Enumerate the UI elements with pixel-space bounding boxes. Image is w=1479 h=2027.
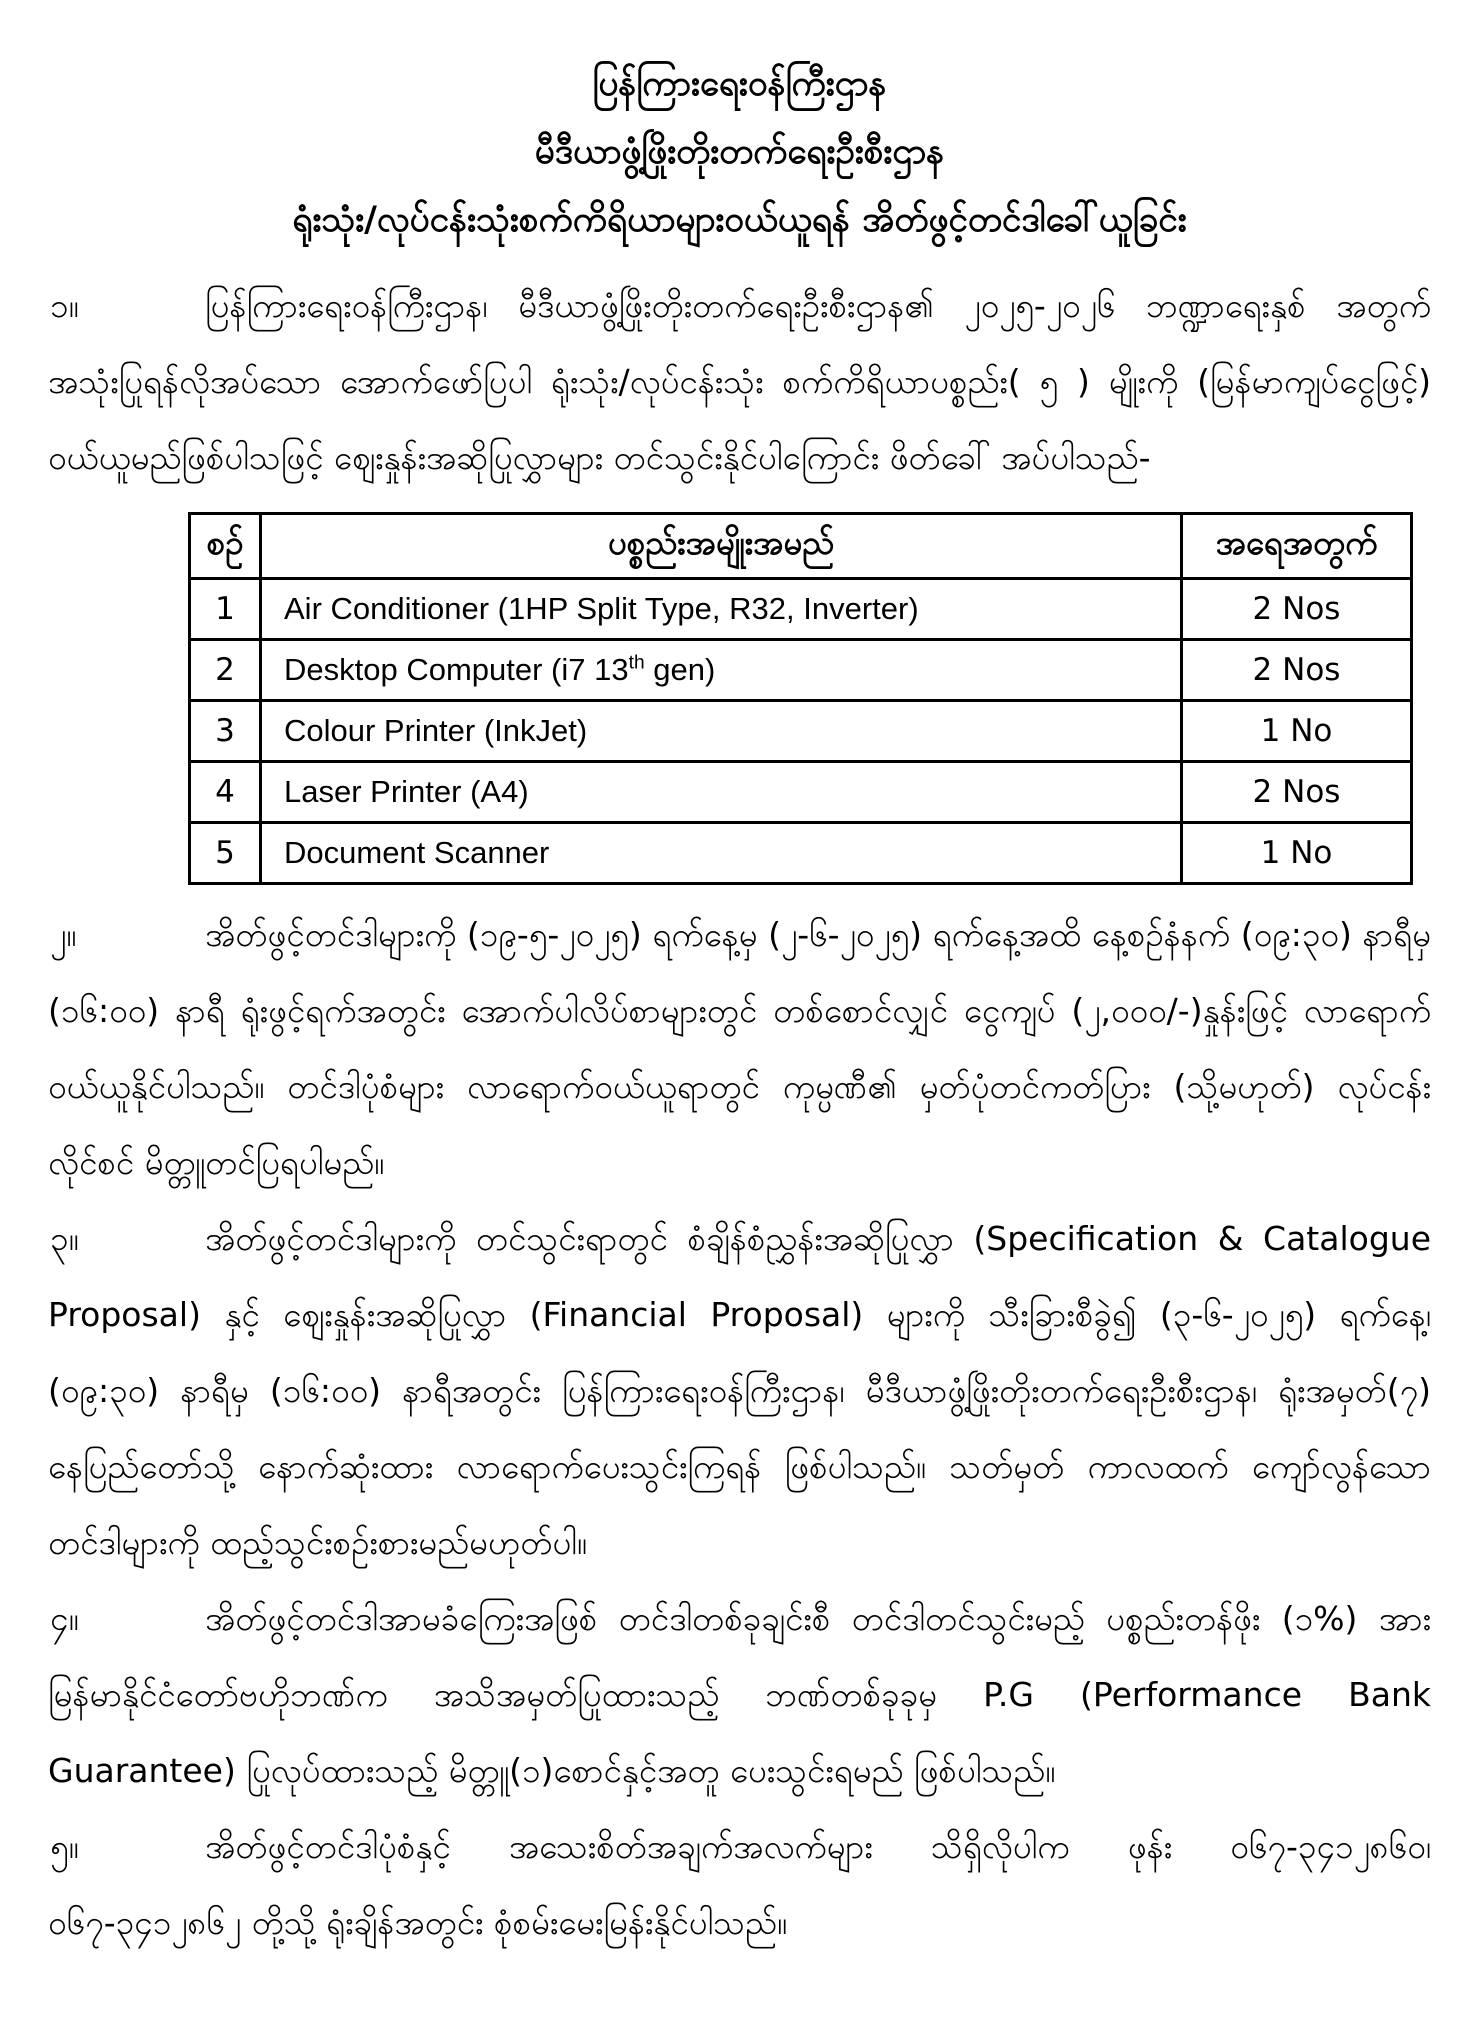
paragraph-3-number: ၃။ [50, 1219, 79, 1258]
paragraph-5-number: ၅။ [50, 1827, 79, 1866]
paragraph-2-number: ၂။ [50, 915, 77, 954]
paragraph-4 [48, 1581, 1431, 1809]
paragraph-5-text: အိတ်ဖွင့်တင်ဒါပုံစံနှင့် အသေးစိတ်အချက်အလက်များ သိရှိလိုပါက ဖုန်း ၀၆၇-၃၄၁၂၈၆၀၊ ၀၆၇-၃၄၁၂၈၆၂ တို့သို့ ရုံးချိန်အတွင်း စုံစမ်းမေးမြန်းနိုင်ပါသည်။ [48, 1827, 1431, 1942]
table-row [190, 579, 1412, 640]
item-quantity: 2 Nos [1182, 762, 1412, 823]
header-serial-no: စဉ် [190, 514, 261, 579]
item-name: Colour Printer (InkJet) [261, 701, 1182, 762]
table-row [190, 762, 1412, 823]
paragraph-1-number: ၁။ [50, 286, 79, 325]
paragraph-1-text: ပြန်ကြားရေးဝန်ကြီးဌာန၊ မီဒီယာဖွံ့ဖြိုးတိုးတက်ရေးဦးစီးဌာန၏ ၂၀၂၅-၂၀၂၆ ဘဏ္ဍာရေးနှစ် အတွက် အသုံးပြုရန်လိုအပ်သော အောက်ဖော်ပြပါ ရုံးသုံး/လုပ်ငန်းသုံး စက်ကိရိယာပစ္စည်း( ၅ ) မျိုးကို (မြန်မာကျပ်ငွေဖြင့်) ဝယ်ယူမည်ဖြစ်ပါသဖြင့် ဈေးနှုန်းအဆိုပြုလွှာများ တင်သွင်းနိုင်ပါကြောင်း ဖိတ်ခေါ် အပ်ပါသည်- [48, 286, 1431, 477]
item-serial-no: 1 [190, 579, 261, 640]
items-table-header-row [190, 514, 1412, 579]
paragraph-3-text: အိတ်ဖွင့်တင်ဒါများကို တင်သွင်းရာတွင် စံချိန်စံညွှန်းအဆိုပြုလွှာ (Specification & Catalogue Proposal) နှင့် ဈေးနှုန်းအဆိုပြုလွှာ (Financial Proposal) များကို သီးခြားစီခွဲ၍ (၃-၆-၂၀၂၅) ရက်နေ့၊ (၀၉:၃၀) နာရီမှ (၁၆:၀၀) နာရီအတွင်း ပြန်ကြားရေးဝန်ကြီးဌာန၊ မီဒီယာဖွံ့ဖြိုးတိုးတက်ရေးဦးစီးဌာန၊ ရုံးအမှတ်(၇) နေပြည်တော်သို့ နောက်ဆုံးထား လာရောက်ပေးသွင်းကြရန် ဖြစ်ပါသည်။ သတ်မှတ် ကာလထက် ကျော်လွန်သော တင်ဒါများကို ထည့်သွင်းစဉ်းစားမည်မဟုတ်ပါ။ [48, 1219, 1431, 1562]
paragraph-2-text: အိတ်ဖွင့်တင်ဒါများကို (၁၉-၅-၂၀၂၅) ရက်နေ့မှ (၂-၆-၂၀၂၅) ရက်နေ့အထိ နေ့စဉ်နံနက် (၀၉:၃၀) နာရီမှ (၁၆:၀၀) နာရီ ရုံးဖွင့်ရက်အတွင်း အောက်ပါလိပ်စာများတွင် တစ်စောင်လျှင် ငွေကျပ် (၂,၀၀၀/-)နှုန်းဖြင့် လာရောက်ဝယ်ယူနိုင်ပါသည်။ တင်ဒါပုံစံများ လာရောက်ဝယ်ယူရာတွင် ကုမ္ပဏီ၏ မှတ်ပုံတင်ကတ်ပြား (သို့မဟုတ်) လုပ်ငန်းလိုင်စင် မိတ္တူတင်ပြရပါမည်။ [48, 915, 1431, 1182]
ministry-title: ပြန်ကြားရေးဝန်ကြီးဌာန [592, 64, 887, 104]
item-quantity: 2 Nos [1182, 579, 1412, 640]
tender-invitation-title: ရုံးသုံး/လုပ်ငန်းသုံးစက်ကိရိယာများဝယ်ယူရန် အိတ်ဖွင့်တင်ဒါခေါ်ယူခြင်း [292, 200, 1187, 240]
item-serial-no: 2 [190, 640, 261, 701]
item-name: Air Conditioner (1HP Split Type, R32, Inverter) [261, 579, 1182, 640]
paragraph-3 [48, 1201, 1431, 1581]
paragraph-5 [48, 1809, 1431, 1961]
item-serial-no: 4 [190, 762, 261, 823]
item-name: Laser Printer (A4) [261, 762, 1182, 823]
item-name: Desktop Computer (i7 13th gen) [261, 640, 1182, 701]
paragraph-2 [48, 897, 1431, 1201]
item-name-superscript: th [628, 652, 645, 674]
department-title: မီဒီယာဖွံ့ဖြိုးတိုးတက်ရေးဦးစီးဌာန [534, 132, 945, 172]
header-item-name: ပစ္စည်းအမျိုးအမည် [261, 514, 1182, 579]
document-title-block [48, 50, 1431, 254]
paragraph-1 [48, 268, 1431, 496]
item-quantity: 1 No [1182, 823, 1412, 884]
item-serial-no: 5 [190, 823, 261, 884]
paragraph-4-text: အိတ်ဖွင့်တင်ဒါအာမခံကြေးအဖြစ် တင်ဒါတစ်ခုချင်းစီ တင်ဒါတင်သွင်းမည့် ပစ္စည်းတန်ဖိုး (၁%) အား မြန်မာနိုင်ငံတော်ဗဟိုဘဏ်က အသိအမှတ်ပြုထားသည့် ဘဏ်တစ်ခုခုမှ P.G (Performance Bank Guarantee) ပြုလုပ်ထားသည့် မိတ္တူ(၁)စောင်နှင့်အတူ ပေးသွင်းရမည် ဖြစ်ပါသည်။ [48, 1599, 1431, 1790]
tender-items-table [188, 512, 1413, 885]
table-row [190, 640, 1412, 701]
item-quantity: 1 No [1182, 701, 1412, 762]
item-quantity: 2 Nos [1182, 640, 1412, 701]
paragraph-4-number: ၄။ [50, 1599, 79, 1638]
item-name: Document Scanner [261, 823, 1182, 884]
item-serial-no: 3 [190, 701, 261, 762]
table-row [190, 701, 1412, 762]
table-row [190, 823, 1412, 884]
header-quantity: အရေအတွက် [1182, 514, 1412, 579]
